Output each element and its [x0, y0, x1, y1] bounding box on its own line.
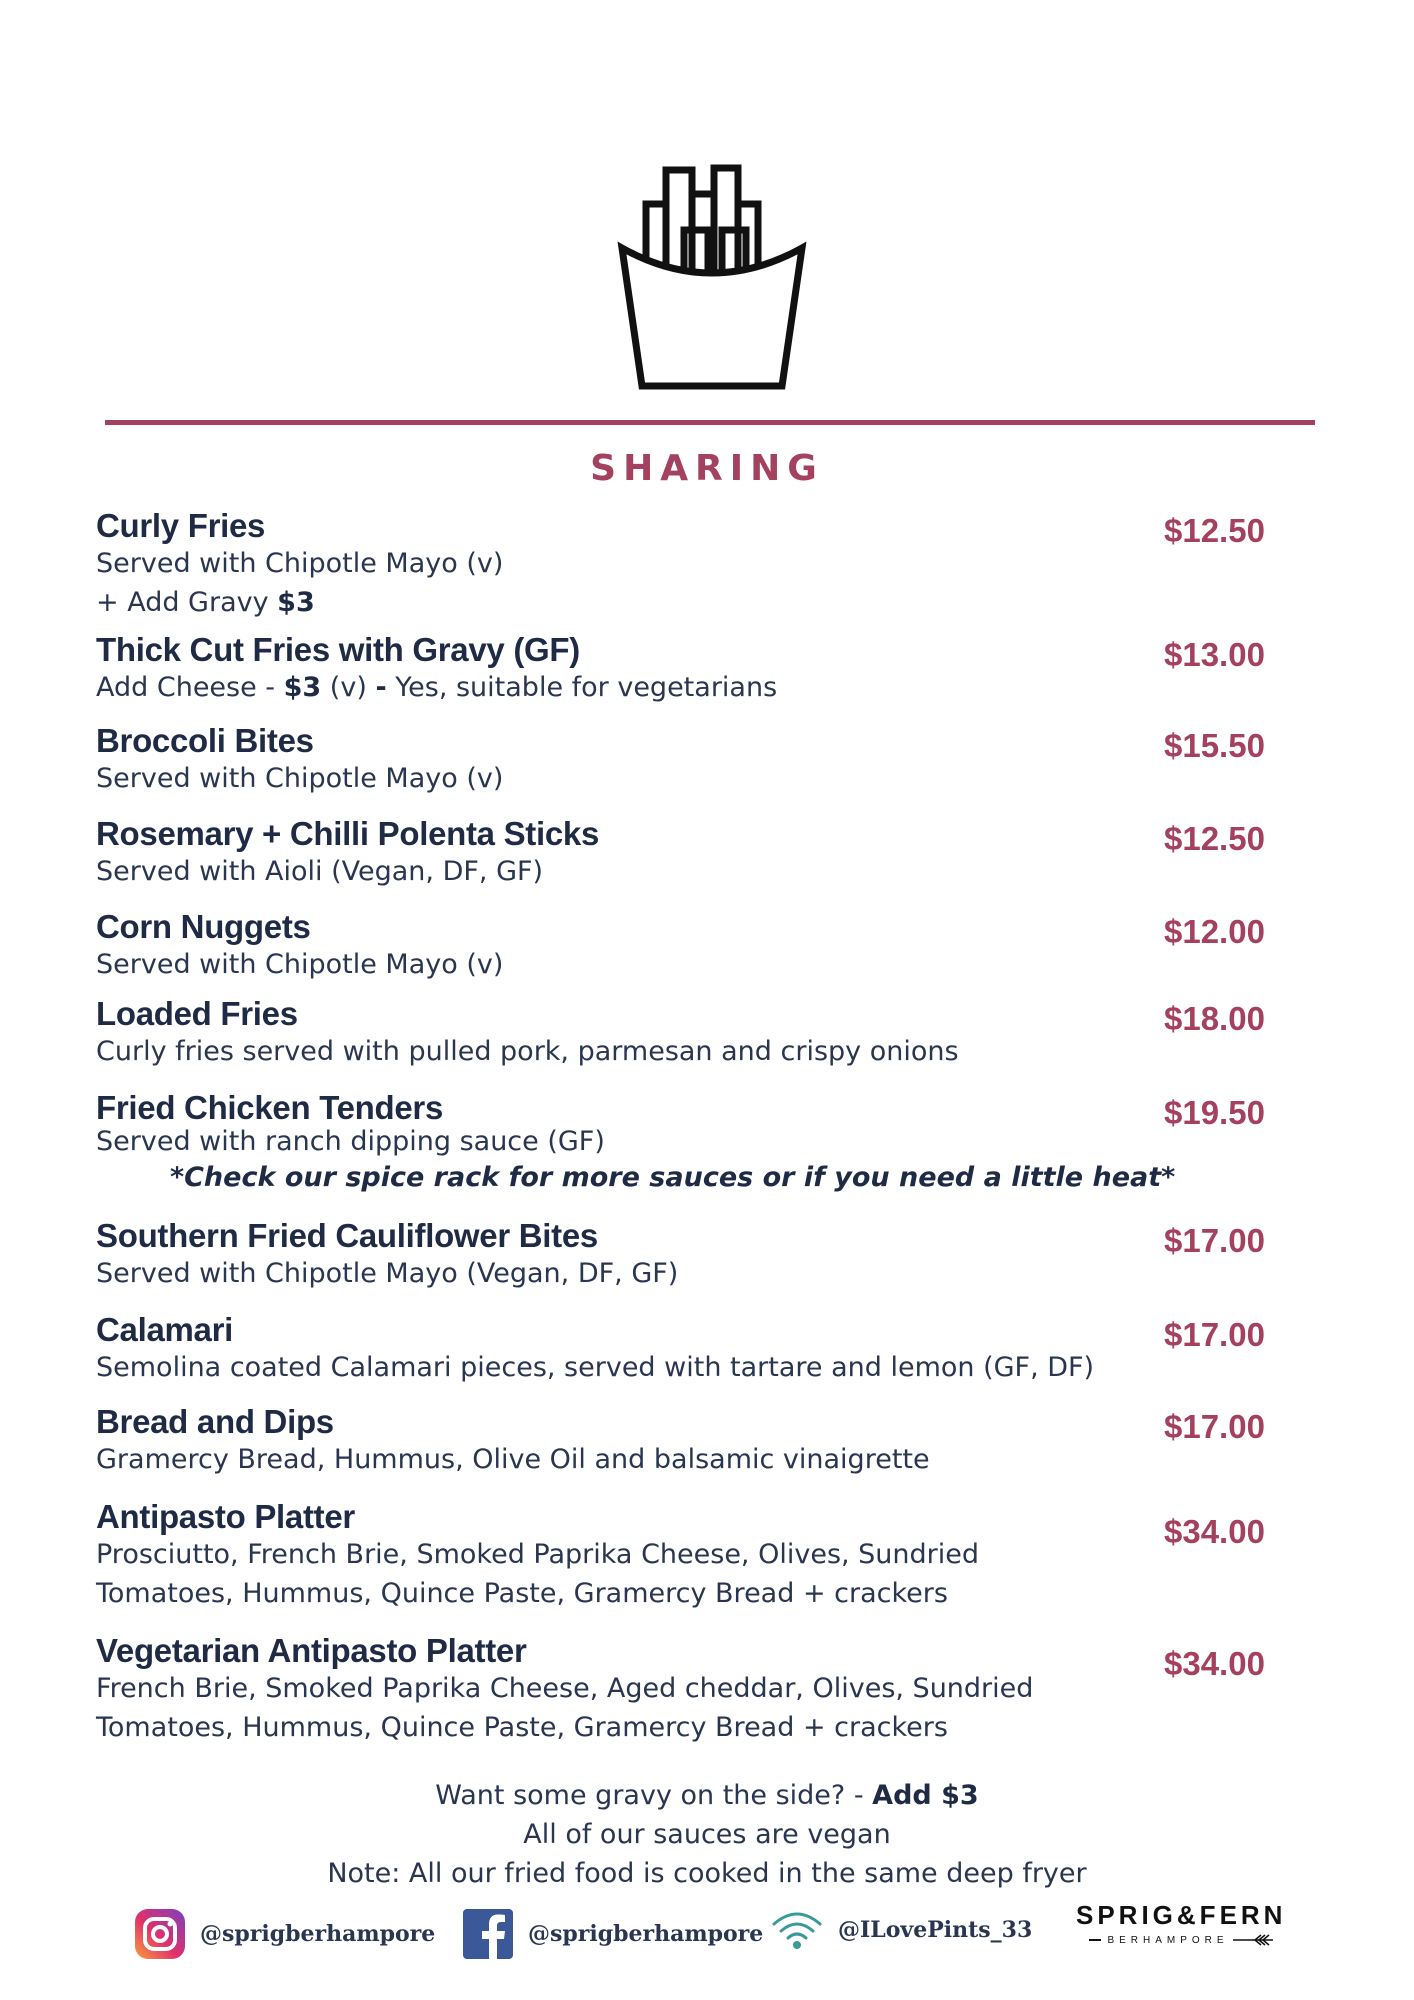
- item-name: Vegetarian Antipasto Platter: [96, 1632, 527, 1669]
- menu-item: [96, 1218, 1326, 1293]
- menu-item: [96, 1499, 1326, 1613]
- item-description: Served with Chipotle Mayo (v): [96, 763, 504, 794]
- item-name: Calamari: [96, 1311, 234, 1348]
- wifi-info: [770, 1908, 1032, 1952]
- item-price: $12.50: [1164, 820, 1265, 857]
- fryer-note: Note: All our fried food is cooked in the same deep fryer: [327, 1858, 1087, 1889]
- menu-item: [96, 909, 1326, 984]
- menu-item: [96, 1633, 1326, 1747]
- item-name: Antipasto Platter: [96, 1498, 355, 1535]
- item-description-line2: Tomatoes, Hummus, Quince Paste, Gramercy Bread + crackers: [96, 1712, 948, 1743]
- fern-icon: [1233, 1933, 1273, 1947]
- item-name: Southern Fried Cauliflower Bites: [96, 1217, 598, 1254]
- gravy-note: Want some gravy on the side? - Add $3: [435, 1780, 979, 1811]
- item-price: $17.00: [1164, 1316, 1265, 1353]
- divider-rule: [105, 420, 1315, 425]
- item-name: Corn Nuggets: [96, 908, 311, 945]
- spice-rack-note: *Check our spice rack for more sauces or if you need a little heat*: [170, 1162, 1176, 1193]
- item-price: $13.00: [1164, 636, 1265, 673]
- facebook-icon: [462, 1908, 514, 1960]
- instagram-link[interactable]: [134, 1908, 435, 1960]
- footer-notes: [0, 1776, 1414, 1893]
- item-price: $12.00: [1164, 913, 1265, 950]
- wifi-password: @ILovePints_33: [838, 1917, 1033, 1943]
- item-name: Thick Cut Fries with Gravy (GF): [96, 631, 580, 668]
- menu-item: [96, 1404, 1326, 1479]
- menu-item: [96, 508, 1326, 622]
- fries-icon: [612, 160, 812, 400]
- menu-item: [96, 1312, 1326, 1387]
- item-price: $15.50: [1164, 727, 1265, 764]
- brand-location: BERHAMPORE: [1107, 1934, 1229, 1946]
- item-price: $34.00: [1164, 1513, 1265, 1550]
- menu-item: [96, 996, 1326, 1071]
- facebook-handle: @sprigberhampore: [528, 1921, 764, 1947]
- item-description-line2: Tomatoes, Hummus, Quince Paste, Gramercy Bread + crackers: [96, 1578, 948, 1609]
- menu-item: [96, 632, 1326, 707]
- item-description: Served with Chipotle Mayo (v): [96, 949, 504, 980]
- item-price: $19.50: [1164, 1094, 1265, 1131]
- item-price: $12.50: [1164, 512, 1265, 549]
- vegan-note: All of our sauces are vegan: [523, 1819, 891, 1850]
- brand-name: SPRIG&FERN: [1076, 1900, 1287, 1930]
- wifi-icon: [770, 1908, 824, 1952]
- item-description: Gramercy Bread, Hummus, Olive Oil and balsamic vinaigrette: [96, 1444, 930, 1475]
- item-description: Served with Aioli (Vegan, DF, GF): [96, 856, 544, 887]
- instagram-icon: [134, 1908, 186, 1960]
- item-description: French Brie, Smoked Paprika Cheese, Aged cheddar, Olives, Sundried: [96, 1673, 1034, 1704]
- item-description: Served with Chipotle Mayo (Vegan, DF, GF): [96, 1258, 679, 1289]
- item-description: Served with ranch dipping sauce (GF): [96, 1126, 605, 1157]
- item-addon: + Add Gravy $3: [96, 587, 315, 618]
- item-price: $18.00: [1164, 1000, 1265, 1037]
- facebook-link[interactable]: [462, 1908, 763, 1960]
- item-description: Add Cheese - $3 (v) - Yes, suitable for vegetarians: [96, 672, 778, 703]
- item-description: Served with Chipotle Mayo (v): [96, 548, 504, 579]
- item-price: $17.00: [1164, 1408, 1265, 1445]
- menu-item: [96, 816, 1326, 891]
- item-description: Prosciutto, French Brie, Smoked Paprika Cheese, Olives, Sundried: [96, 1539, 980, 1570]
- section-title: SHARING: [590, 448, 824, 489]
- item-name: Rosemary + Chilli Polenta Sticks: [96, 815, 600, 852]
- item-name: Curly Fries: [96, 507, 266, 544]
- item-price: $34.00: [1164, 1645, 1265, 1682]
- brand-logo: [1076, 1900, 1286, 1947]
- item-name: Loaded Fries: [96, 995, 298, 1032]
- item-description: Semolina coated Calamari pieces, served with tartare and lemon (GF, DF): [96, 1352, 1095, 1383]
- item-name: Bread and Dips: [96, 1403, 334, 1440]
- item-price: $17.00: [1164, 1222, 1265, 1259]
- menu-item: [96, 1090, 1326, 1197]
- instagram-handle: @sprigberhampore: [200, 1921, 436, 1947]
- item-description: Curly fries served with pulled pork, parmesan and crispy onions: [96, 1036, 959, 1067]
- item-name: Fried Chicken Tenders: [96, 1089, 444, 1126]
- menu-item: [96, 723, 1326, 798]
- item-name: Broccoli Bites: [96, 722, 314, 759]
